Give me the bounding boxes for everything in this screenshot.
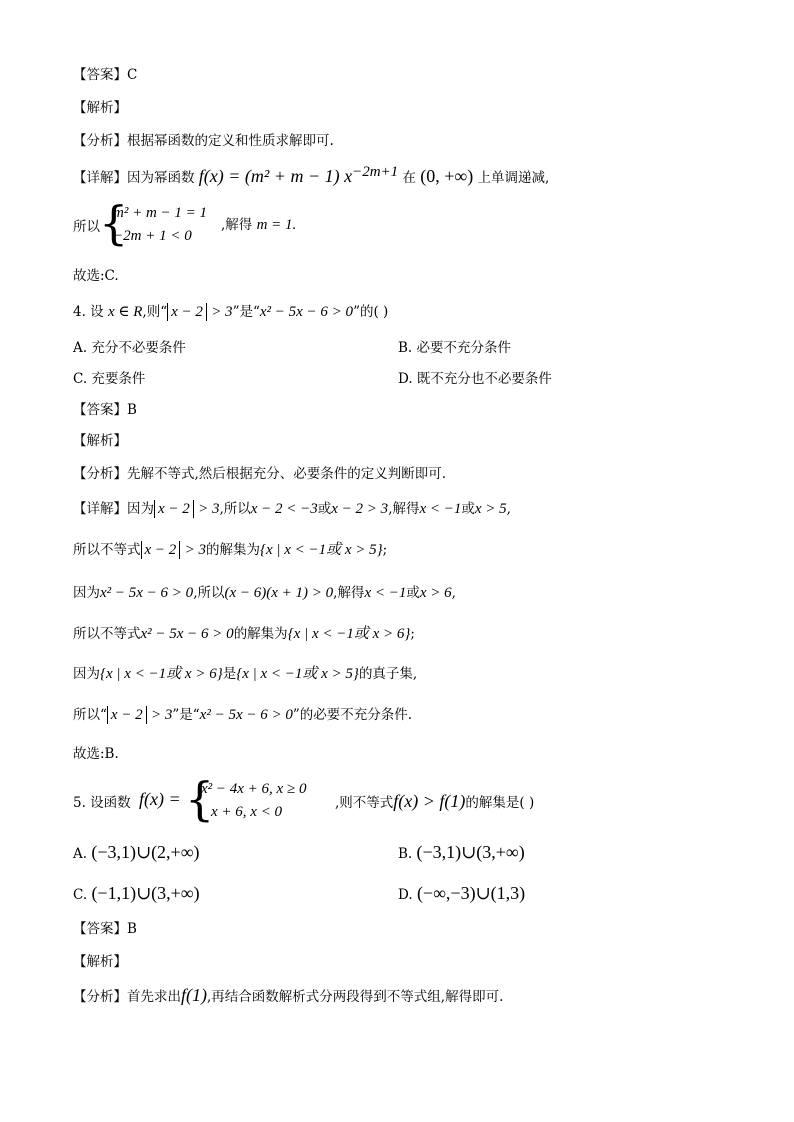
equation-system-q3: 所以 { m² + m − 1 = 1 −2m + 1 < 0 ,解得 m = 1. — [73, 196, 297, 250]
analysis-text-q5: 【分析】首先求出f(1),再结合函数解析式分两段得到不等式组,解得即可. — [73, 985, 504, 1005]
conclusion-q4: 故选:B. — [73, 746, 119, 762]
analysis-label-q4: 【解析】 — [73, 433, 127, 449]
analysis-label-q5: 【解析】 — [73, 954, 127, 970]
question-5: 5. 设函数 f(x) = { x² − 4x + 6, x ≥ 0 x + 6, x < 0 ,则不等式f(x) > f(1)的解集是( ) — [73, 772, 535, 826]
brace-symbol: { — [185, 772, 215, 826]
brace-symbol: { — [99, 196, 129, 250]
option-c-q5: C. (−1,1)∪(3,+∞) — [73, 883, 200, 903]
option-b-q5: B. (−3,1)∪(3,+∞) — [398, 842, 525, 862]
option-c-q4: C. 充要条件 — [73, 371, 146, 387]
option-d-q5: D. (−∞,−3)∪(1,3) — [398, 883, 526, 903]
answer-label-q5: 【答案】B — [73, 921, 137, 937]
detail-line-2-q4: 所以不等式 x − 2 > 3的解集为{x | x < −1或 x > 5}; — [73, 542, 388, 558]
analysis-text-q3: 【分析】根据幂函数的定义和性质求解即可. — [73, 133, 334, 149]
option-a-q4: A. 充分不必要条件 — [73, 340, 186, 356]
answer-label-q3: 【答案】C — [73, 67, 138, 83]
option-d-q4: D. 既不充分也不必要条件 — [398, 371, 552, 387]
option-a-q5: A. (−3,1)∪(2,+∞) — [73, 842, 200, 862]
analysis-text-q4: 【分析】先解不等式,然后根据充分、必要条件的定义判断即可. — [73, 466, 447, 482]
option-b-q4: B. 必要不充分条件 — [398, 340, 512, 356]
detail-line-q3: 【详解】因为幂函数 f(x) = (m² + m − 1) $x^{-2m+1}$ 在 (0, +∞) 上单调递减, — [73, 164, 550, 186]
analysis-label-q3: 【解析】 — [73, 100, 127, 116]
detail-line-5-q4: 因为{x | x < −1或 x > 6}是{x | x < −1或 x > 5}的真子集, — [73, 666, 418, 682]
detail-line-1-q4: 【详解】因为 x − 2 > 3,所以x − 2 < −3或x − 2 > 3,解得x < −1或x > 5, — [73, 501, 511, 517]
detail-line-4-q4: 所以不等式x² − 5x − 6 > 0的解集为{x | x < −1或 x > 6}; — [73, 626, 415, 642]
answer-label-q4: 【答案】B — [73, 402, 137, 418]
detail-line-3-q4: 因为x² − 5x − 6 > 0,所以(x − 6)(x + 1) > 0,解得x < −1或x > 6, — [73, 585, 456, 601]
detail-line-6-q4: 所以“ x − 2 > 3”是“x² − 5x − 6 > 0”的必要不充分条件. — [73, 707, 413, 723]
conclusion-q3: 故选:C. — [73, 268, 119, 284]
question-4: 4. 设 x ∈ R,则“ x − 2 > 3”是“x² − 5x − 6 > 0”的( ) — [73, 304, 389, 320]
